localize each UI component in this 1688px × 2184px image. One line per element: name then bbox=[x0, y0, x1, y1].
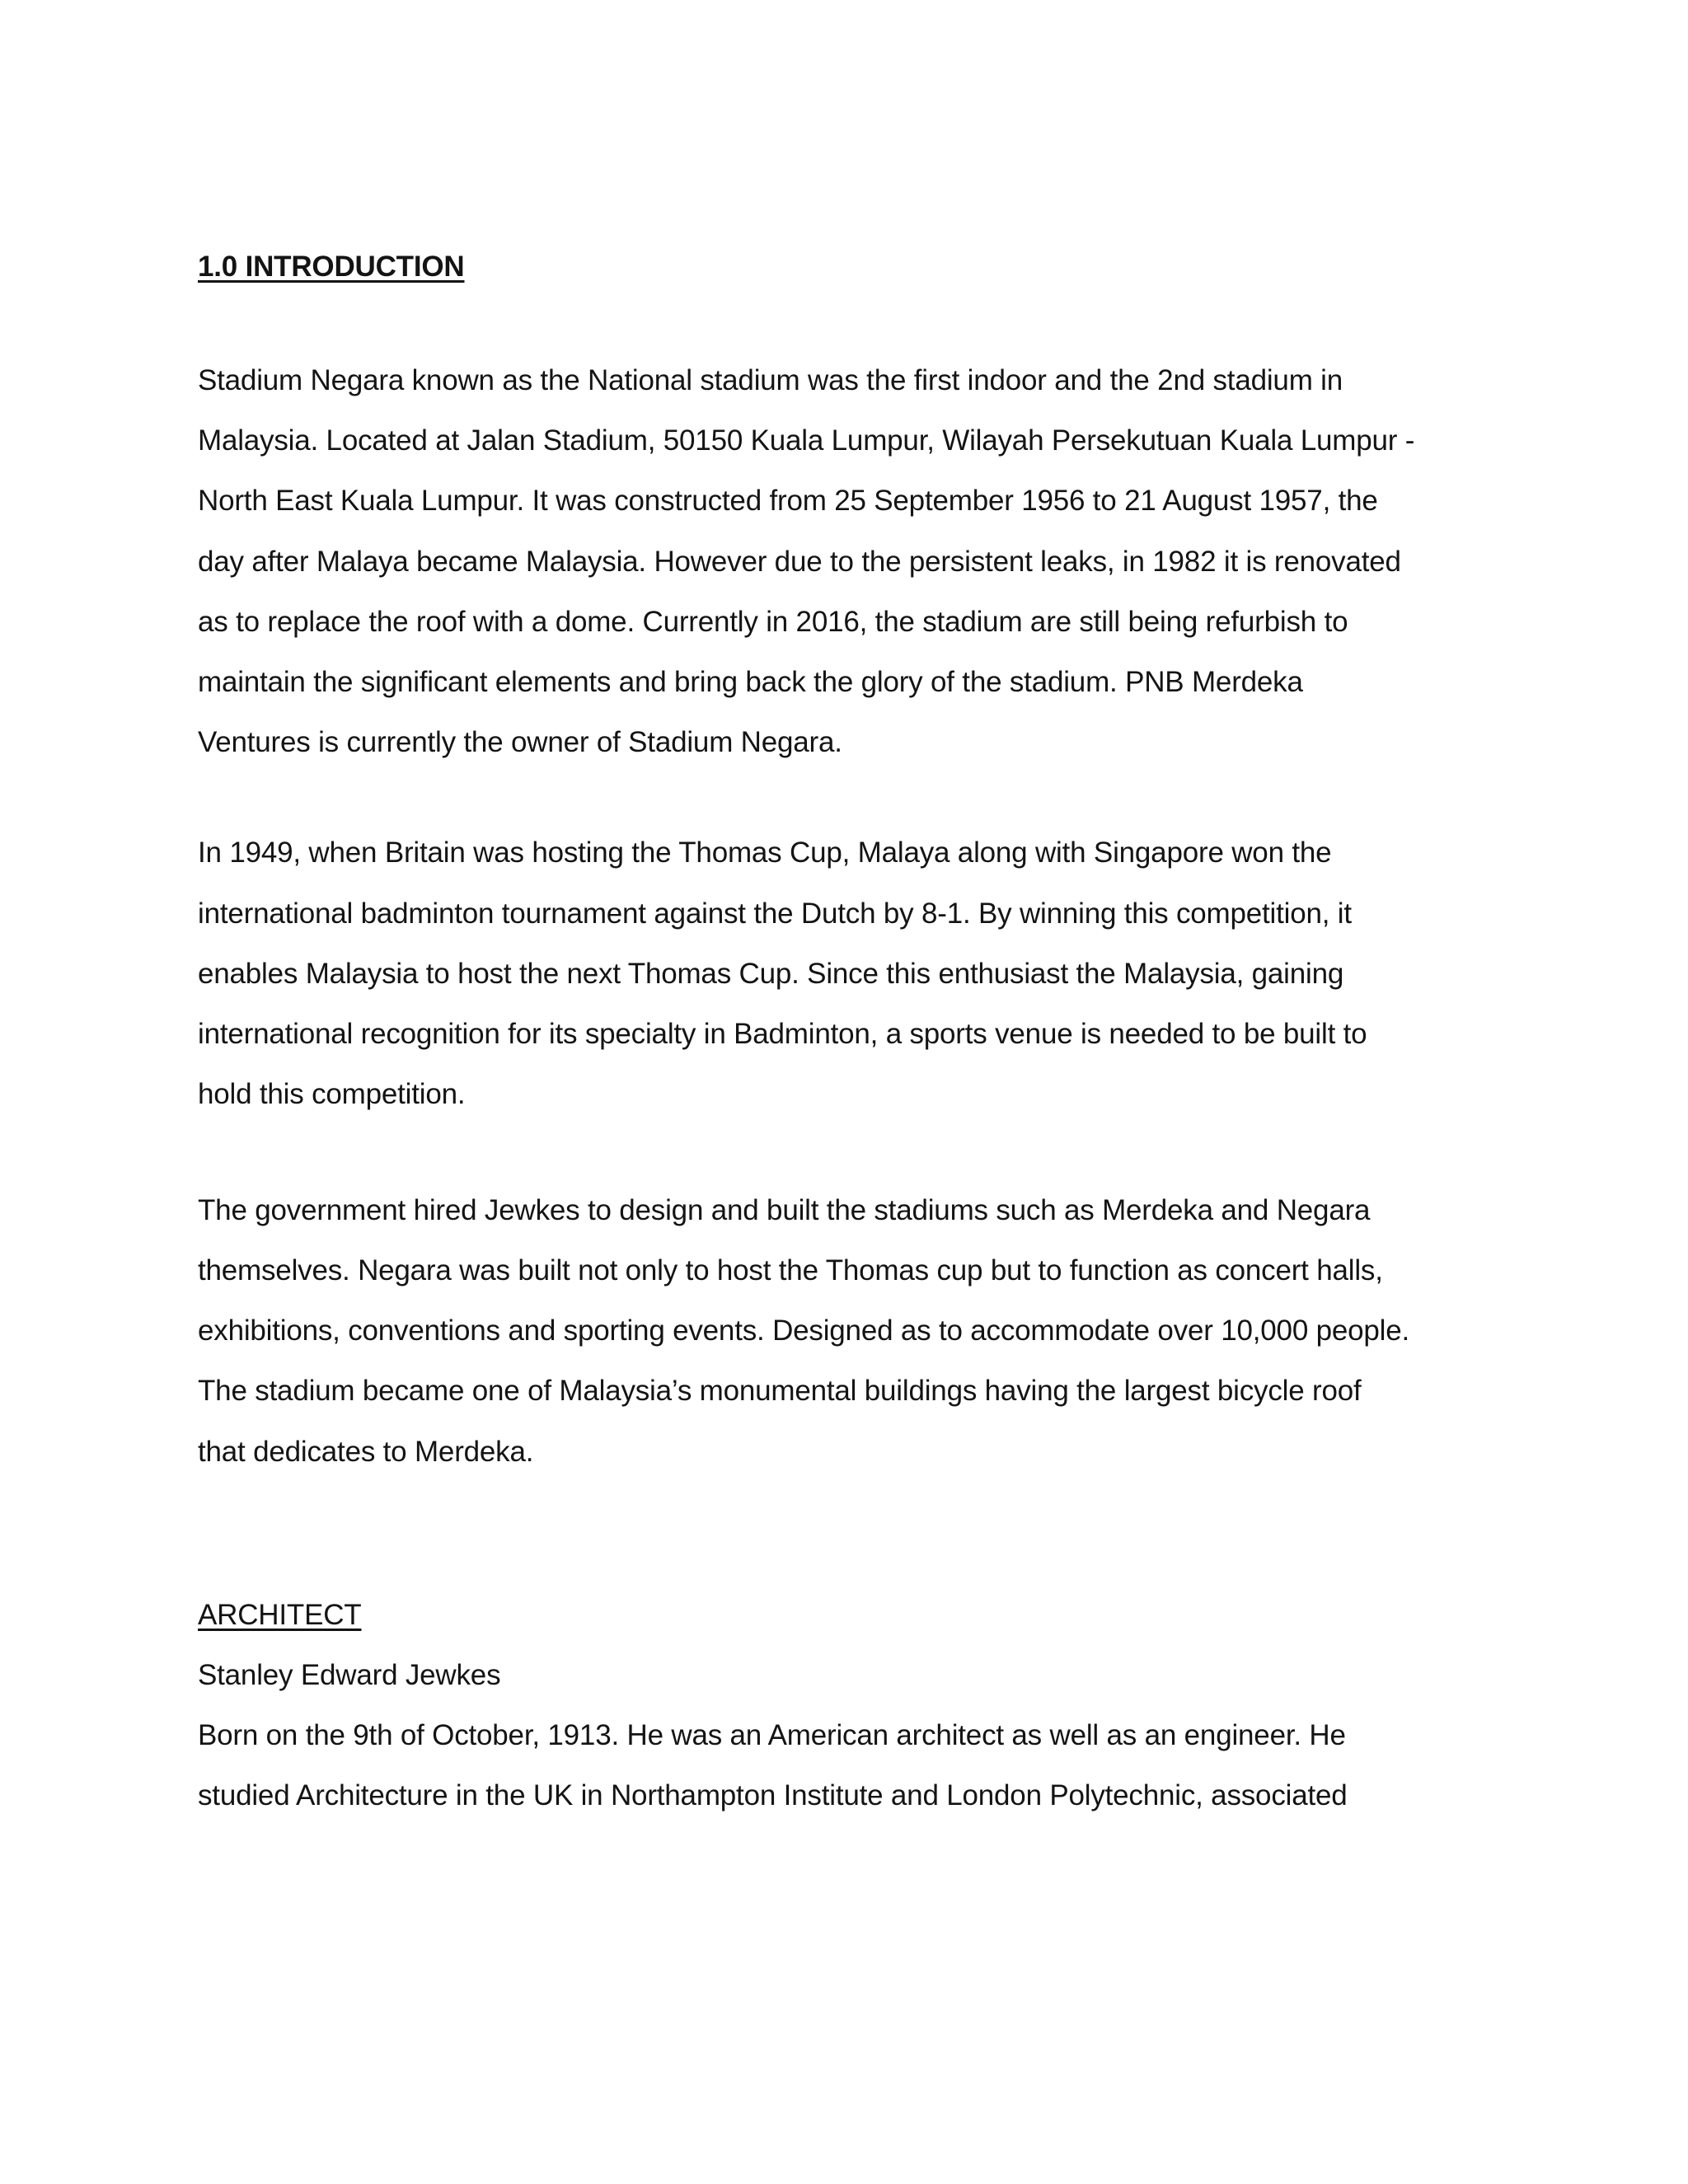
section-heading: 1.0 INTRODUCTION bbox=[198, 251, 465, 283]
paragraph-2-line: hold this competition. bbox=[198, 1078, 466, 1110]
paragraph-3-line: that dedicates to Merdeka. bbox=[198, 1436, 534, 1468]
paragraph-3-line: The government hired Jewkes to design and built the stadiums such as Merdeka and Negara bbox=[198, 1194, 1371, 1226]
paragraph-3-line: themselves. Negara was built not only to host the Thomas cup but to function as concert halls, bbox=[198, 1254, 1383, 1286]
paragraph-1-line: Malaysia. Located at Jalan Stadium, 50150 Kuala Lumpur, Wilayah Persekutuan Kuala Lumpur - bbox=[198, 424, 1415, 457]
paragraph-2-line: international badminton tournament against the Dutch by 8-1. By winning this competition, it bbox=[198, 898, 1352, 930]
architect-heading: ARCHITECT bbox=[198, 1599, 362, 1631]
paragraph-1-line: as to replace the roof with a dome. Currently in 2016, the stadium are still being refurbish to bbox=[198, 606, 1348, 638]
paragraph-2-line: In 1949, when Britain was hosting the Thomas Cup, Malaya along with Singapore won the bbox=[198, 837, 1332, 869]
paragraph-4-line: studied Architecture in the UK in Northampton Institute and London Polytechnic, associated bbox=[198, 1779, 1348, 1811]
paragraph-1-line: day after Malaya became Malaysia. However due to the persistent leaks, in 1982 it is renovated bbox=[198, 546, 1401, 578]
paragraph-1-line: North East Kuala Lumpur. It was constructed from 25 September 1956 to 21 August 1957, the bbox=[198, 485, 1378, 517]
paragraph-4-line: Born on the 9th of October, 1913. He was an American architect as well as an engineer. He bbox=[198, 1719, 1346, 1751]
paragraph-1-line: maintain the significant elements and bring back the glory of the stadium. PNB Merdeka bbox=[198, 666, 1303, 698]
paragraph-3-line: exhibitions, conventions and sporting events. Designed as to accommodate over 10,000 people. bbox=[198, 1315, 1410, 1347]
paragraph-1-line: Stadium Negara known as the National stadium was the first indoor and the 2nd stadium in bbox=[198, 364, 1343, 396]
paragraph-2-line: enables Malaysia to host the next Thomas Cup. Since this enthusiast the Malaysia, gaining bbox=[198, 958, 1344, 990]
paragraph-1-line: Ventures is currently the owner of Stadium Negara. bbox=[198, 726, 842, 758]
paragraph-3-line: The stadium became one of Malaysia’s monumental buildings having the largest bicycle roof bbox=[198, 1375, 1362, 1407]
architect-name: Stanley Edward Jewkes bbox=[198, 1659, 501, 1691]
paragraph-2-line: international recognition for its specialty in Badminton, a sports venue is needed to be built to bbox=[198, 1018, 1367, 1050]
